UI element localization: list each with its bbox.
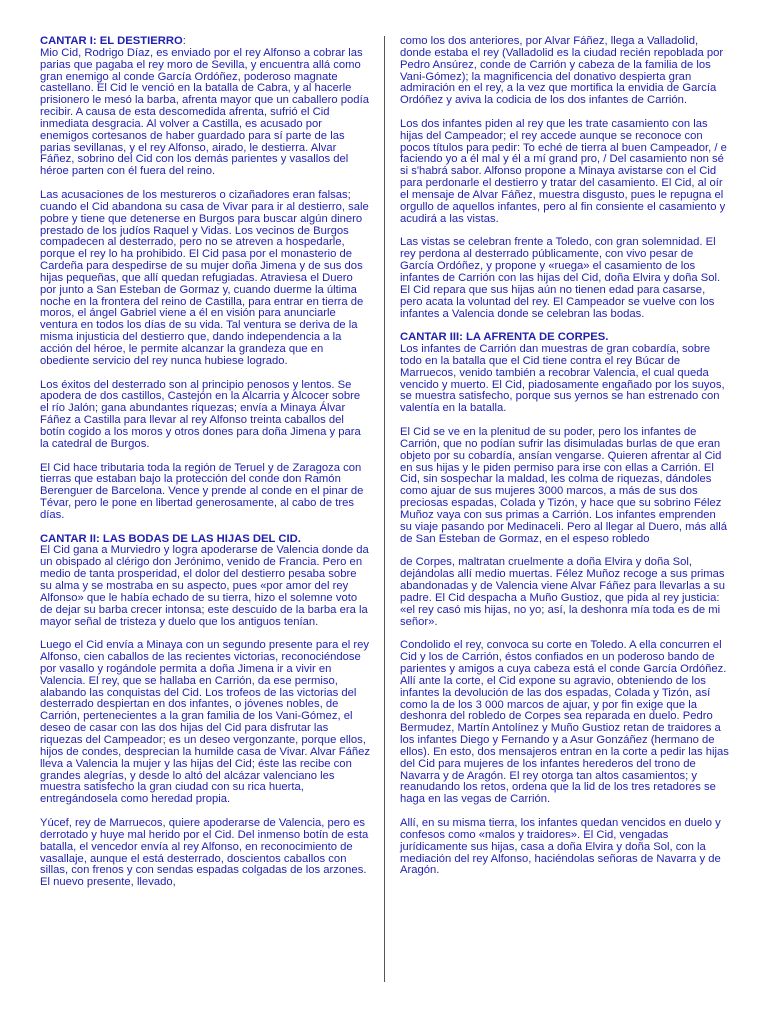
paragraph: Yúcef, rey de Marruecos, quiere apoderarse de Valencia, pero es derrotado y huye mal herido por el Cid. Del inmenso botín de esta batalla, el vencedor envía al rey Alfonso, en reconocimiento de vasallaje, aunque el está desterrado, doscientos caballos con sillas, con frenos y con sendas espadas colgadas de los arzones. El nuevo presente, llevado,	[40, 816, 369, 889]
paragraph: Las acusaciones de los mestureros o cizañadores eran falsas; cuando el Cid abandona su casa de Vivar para ir al destierro, sale pobre y tiene que detenerse en Burgos para buscar algún dinero prestado de los judíos Raquel y Vidas. Los vecinos de Burgos compadecen al desterrado, pero no se atreven a hospedarle, porque el rey lo ha prohibido. El Cid pasa por el monasterio de Cardeña para despedirse de su mujer doña Jimena y de sus dos hijas pequeñas, que allí quedan refugiadas. Atraviesa el Duero por junto a San Esteban de Gormaz y, cuando duerme la última noche en la frontera del reino de Castilla, para entrar en tierra de moros, el ángel Gabriel viene a él en visión para anunciarle ventura en todos los días de su vida. Tal ventura se deriva de la misma injusticia del destierro que, dando independencia a la acción del héroe, le permite alcanzar la grandeza que en obediente servicio del rey nunca hubiese logrado.	[40, 189, 369, 367]
paragraph: de Corpes, maltratan cruelmente a doña Elvira y doña Sol, dejándolas allí medio muertas. Félez Muñoz recoge a sus primas abandonadas y de Valencia viene Alvar Fáñez para llevarlas a su padre. El Cid despacha a Muño Gustioz, que pida al rey justicia: «el rey casó mis hijas, no yo; así, la deshonra mía toda es de mi señor».	[400, 556, 725, 628]
column-divider	[384, 36, 385, 982]
paragraph: Luego el Cid envía a Minaya con un segundo presente para el rey Alfonso, cien caballos de las recientes victorias, reconociéndose por vasallo y rogándole permita a doña Jimena ir a vivir en Valencia. El rey, que se hallaba en Carrión, da ese permiso, alabando las conquistas del Cid. Los trofeos de las victorias del desterrado despiertan en dos infantes, o jóvenes nobles, de Carrión, pertenecientes a la gran familia de los Vani-Gómez, el deseo de casar con las dos hijas del Cid para disfrutar las riquezas del Campeador; es un deseo vergonzante, porque ellos, hijos de condes, desprecian la humilde casa de Vivar. Alvar Fáñez lleva a Valencia la mujer y las hijas del Cid; éste las recibe con grandes alegrías, y desde lo altó del alcázar valenciano les muestra satisfecho la gran ciudad con su rica huerta, entregándosela como heredad propia.	[40, 639, 370, 806]
paragraph: El Cid se ve en la plenitud de su poder, pero los infantes de Carrión, que no podían sufrir las disimuladas burlas de que eran objeto por su cobardía, ansían vengarse. Quieren afrentar al Cid en sus hijas y le piden permiso para irse con ellas a Carrión. El Cid, sin sospechar la maldad, les colma de riquezas, dándoles como ajuar de sus mujeres 3000 marcos, a más de sus dos preciosas espadas, Colada y Tizón, y hace que su sobrino Félez Muñoz vaya con sus primas a Carrión. Los infantes emprenden su viaje pasando por Medinaceli. Pero al llegar al Duero, más allá de San Esteban de Gormaz, en el espeso robledo	[400, 426, 728, 545]
paragraph-cantar3-intro	[400, 332, 730, 415]
right-column	[400, 36, 730, 889]
paragraph: como los dos anteriores, por Alvar Fáñez, llega a Valladolid, donde estaba el rey (Valladolid es la ciudad recién repoblada por Pedro Ansúrez, conde de Carrión y cabeza de la familia de los Vani-Gómez); la magnificencia del donativo despierta gran admiración en el rey, a la vez que mortifica la envidia de García Ordóñez y aviva la codicia de los dos infantes de Carrión.	[400, 35, 724, 107]
paragraph-text: Mio Cid, Rodrigo Díaz, es enviado por el rey Alfonso a cobrar las parias que pagaba el rey moro de Sevilla, y encuentra allá como gran enemigo al conde García Ordóñez, poderoso magnate castellano. El Cid le venció en la batalla de Cabra, y al hacerle prisionero le mesó la barba, afrenta mayor que un caballero podía recibir. A causa de esta descomedida afrenta, sufrió el Cid inmediata desgracia. Al volver a Castilla, es acusado por enemigos cortesanos de haber guardado para sí parte de las parias sevillanas, y el rey Alfonso, airado, le destierra. Alvar Fáñez, sobrino del Cid con los demás parientes y vasallos del héroe parten con él fuera del reino.	[40, 46, 369, 178]
paragraph-cantar1-intro: CANTAR I: EL DESTIERRO: Mio Cid, Rodrigo Díaz, es enviado por el rey Alfonso a cobrar las parias que pagaba el rey moro de Sevilla, y encuentra allá como gran enemigo al conde García Ordóñez, poderoso magnate castellano. El Cid le venció en la batalla de Cabra, y al hacerle prisionero le mesó la barba, afrenta mayor que un caballero podía recibir. A causa de esta descomedida afrenta, sufrió el Cid inmediata desgracia. Al volver a Castilla, es acusado por enemigos cortesanos de haber guardado para sí parte de las parias sevillanas, y el rey Alfonso, airado, le destierra. Alvar Fáñez, sobrino del Cid con los demás parientes y vasallos del héroe parten con él fuera del reino.	[40, 35, 369, 178]
paragraph: Los dos infantes piden al rey que les trate casamiento con las hijas del Campeador; el rey accede aunque se reconoce con pocos títulos para pedir: To eché de tierra al buen Campeador, / e faciendo yo a él mal y él a mí grand pro, / Del casamiento non sé si s'habrá sabor. Alfonso propone a Minaya avistarse con el Cid para perdonarle el destierro y tratar del casamiento. El Cid, al oír el mensaje de Alvar Fáñez, muestra disgusto, pues le repugna el orgullo de aquellos infantes, pero al fin consiente el casamiento y acudirá a las vistas.	[400, 117, 727, 225]
heading-cantar-3: CANTAR III: LA AFRENTA DE CORPES.	[400, 331, 609, 344]
left-column	[40, 36, 370, 901]
paragraph: Condolido el rey, convoca su corte en Toledo. A ella concurren el Cid y los de Carrión, éstos confiados en un poderoso bando de parientes y amigos a cuya cabeza está el conde García Ordóñez. Allí ante la corte, el Cid expone su agravio, obteniendo de los infantes la devolución de las dos espadas, Colada y Tizón, así como la de los 3 000 marcos de ajuar, y por fin exige que la deshonra del robledo de Corpes sea reparada en duelo. Pedro Bermudez, Martín Antolínez y Muño Gustioz retan de traidores a los infantes Diego y Fernando y a Asur Gonzáñez (hermano de ellos). En esto, dos mensajeros entran en la corte a pedir las hijas del Cid para mujeres de los infantes herederos del trono de Navarra y de Aragón. El rey otorga tan altos casamientos; y reanudando los retos, ordena que la lid de los tres retadores se haga en las vegas de Carrión.	[400, 639, 729, 806]
heading-cantar-1: CANTAR I: EL DESTIERRO	[40, 35, 183, 47]
paragraph: El Cid hace tributaria toda la región de Teruel y de Zaragoza con tierras que estaban bajo la protección del conde don Ramón Berenguer de Barcelona. Vence y prende al conde en el pinar de Tévar, pero le pone en libertad generosamente, al cabo de tres días.	[40, 461, 364, 521]
paragraph: Las vistas se celebran frente a Toledo, con gran solemnidad. El rey perdona al desterrado públicamente, con vivo pesar de García Ordóñez, y propone y «ruega» el casamiento de los infantes de Carrión con las hijas del Cid, doña Elvira y doña Sol. El Cid repara que sus hijas aún no tienen edad para casarse, pero acata la voluntad del rey. El Campeador se vuelve con los infantes a Valencia donde se celebran las bodas.	[400, 236, 721, 320]
paragraph-text: El Cid gana a Murviedro y logra apoderarse de Valencia donde da un obispado al clérigo don Jerónimo, venido de Francia. Pero en medio de tanta prosperidad, el dolor del destierro pesaba sobre su alma y se mostraba en su aspecto, pues «por amor del rey Alfonso» que le había echado de su tierra, hizo el solemne voto de dejar su barba crecer intonsa; este descuido de la barba era la mayor señal de tristeza y duelo que los antiguos tenían.	[40, 544, 369, 628]
paragraph-text: Los infantes de Carrión dan muestras de gran cobardía, sobre todo en la batalla que el Cid tiene contra el rey Búcar de Marruecos, venido también a recobrar Valencia, el cual queda vencido y muerto. El Cid, piadosamente engañado por los suyos, se muestra satisfecho, porque sus yernos se han estrenado con valentía en la batalla.	[400, 343, 725, 415]
paragraph: Los éxitos del desterrado son al principio penosos y lentos. Se apodera de dos castillos, Castejón en la Alcarria y Alcocer sobre el río Jalón; gana abundantes riquezas; envía a Minaya Álvar Fáñez a Castilla para llevar al rey Alfonso treinta caballos del botín cogido a los moros y otros dones para doña Jimena y para la catedral de Burgos.	[40, 378, 361, 450]
paragraph: Allí, en su misma tierra, los infantes quedan vencidos en duelo y confesos como «malos y traidores». El Cid, vengadas jurídicamente sus hijas, casa a doña Elvira y doña Sol, con la mediación del rey Alfonso, haciéndolas señoras de Navarra y de Aragón.	[400, 817, 721, 877]
heading-cantar-2: CANTAR II: LAS BODAS DE LAS HIJAS DEL CID.	[40, 532, 301, 545]
paragraph-cantar2-intro	[40, 534, 370, 629]
